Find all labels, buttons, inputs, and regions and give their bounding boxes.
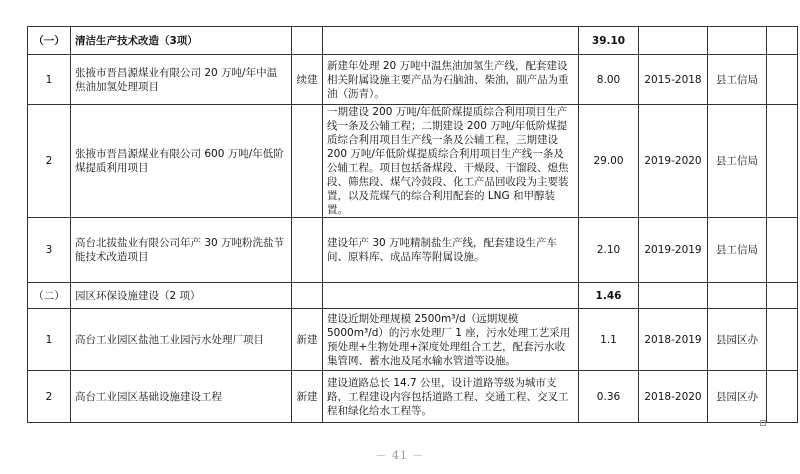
row-number: 1	[28, 309, 71, 371]
row-number: 3	[28, 218, 71, 283]
department-cell	[708, 283, 767, 309]
responsible-department: 县园区办	[708, 371, 767, 423]
page-number: － 41 －	[375, 449, 425, 462]
table-row	[28, 55, 798, 105]
table-row	[28, 105, 798, 218]
project-description: 建设道路总长 14.7 公里，设计道路等级为城市支路，工程建设内容包括道路工程、交通工程、交叉工程和绿化给水工程等。	[323, 371, 579, 423]
remark-cell	[767, 283, 798, 309]
construction-type	[292, 218, 323, 283]
type-cell	[292, 283, 323, 309]
construction-period: 2019-2019	[639, 218, 708, 283]
responsible-department: 县工信局	[708, 218, 767, 283]
construction-type	[292, 105, 323, 218]
construction-type: 续建	[292, 55, 323, 105]
project-name: 高台北拔盐业有限公司年产 30 万吨粉洗盐节能技术改造项目	[71, 218, 292, 283]
section-number: （一）	[28, 27, 71, 55]
construction-period: 2018-2019	[639, 309, 708, 371]
remark-cell	[767, 309, 798, 371]
description-cell	[323, 283, 579, 309]
section-title: 园区环保设施建设（2 项）	[71, 283, 292, 309]
investment-amount: 0.36	[579, 371, 639, 423]
remark-cell	[767, 105, 798, 218]
project-description: 建设年产 30 万吨精制盐生产线，配套建设生产车间、原料库、成品库等附属设施。	[323, 218, 579, 283]
project-name: 高台工业园区盐池工业园污水处理厂项目	[71, 309, 292, 371]
section-header-row	[28, 27, 798, 55]
remark-cell	[767, 27, 798, 55]
project-name: 张掖市晋昌源煤业有限公司 600 万吨/年低阶煤提质利用项目	[71, 105, 292, 218]
responsible-department: 县工信局	[708, 105, 767, 218]
responsible-department: 县园区办	[708, 309, 767, 371]
construction-period: 2019-2020	[639, 105, 708, 218]
investment-amount: 2.10	[579, 218, 639, 283]
project-name: 高台工业园区基础设施建设工程	[71, 371, 292, 423]
investment-amount: 8.00	[579, 55, 639, 105]
table-row	[28, 218, 798, 283]
section-amount: 39.10	[579, 27, 639, 55]
description-cell	[323, 27, 579, 55]
project-table	[27, 26, 798, 423]
project-description: 新建年处理 20 万吨中温焦油加氢生产线，配套建设相关附属设施主要产品为石脑油、柴油，副产品为重油（沥青）。	[323, 55, 579, 105]
section-title: 清洁生产技术改造（3项）	[71, 27, 292, 55]
remark-cell	[767, 55, 798, 105]
period-cell	[639, 27, 708, 55]
table-row	[28, 371, 798, 423]
section-header-row	[28, 283, 798, 309]
responsible-department: 县工信局	[708, 55, 767, 105]
table-row	[28, 309, 798, 371]
remark-cell	[767, 371, 798, 423]
department-cell	[708, 27, 767, 55]
construction-period: 2018-2020	[639, 371, 708, 423]
row-number: 2	[28, 371, 71, 423]
row-number: 1	[28, 55, 71, 105]
corner-mark	[760, 420, 766, 426]
construction-type: 新建	[292, 371, 323, 423]
section-number: （二）	[28, 283, 71, 309]
construction-type: 新建	[292, 309, 323, 371]
section-amount: 1.46	[579, 283, 639, 309]
investment-amount: 1.1	[579, 309, 639, 371]
investment-amount: 29.00	[579, 105, 639, 218]
row-number: 2	[28, 105, 71, 218]
remark-cell	[767, 218, 798, 283]
project-description: 一期建设 200 万吨/年低阶煤提质综合利用项目生产线一条及公辅工程；二期建设 200 万吨/年低阶煤提质综合利用项目生产线一条及公辅工程，三期建设 200 万吨/年低阶煤提质综合利用项目生产线一条及公辅工程。项目包括备煤段、干燥段、干馏段、熄焦段、筛焦段、煤气冷鼓段、化工产品回收段为主要装置，以及荒煤气的综合利用配套的 LNG 和甲醇装置。	[323, 105, 579, 218]
project-description: 建设近期处理规模 2500m³/d（远期规模 5000m³/d）的污水处理厂 1 座，污水处理工艺采用预处理+生物处理+深度处理组合工艺，配套污水收集管网、蓄水池及尾水输水管道等设施。	[323, 309, 579, 371]
project-name: 张掖市晋昌源煤业有限公司 20 万吨/年中温焦油加氢处理项目	[71, 55, 292, 105]
period-cell	[639, 283, 708, 309]
construction-period: 2015-2018	[639, 55, 708, 105]
type-cell	[292, 27, 323, 55]
